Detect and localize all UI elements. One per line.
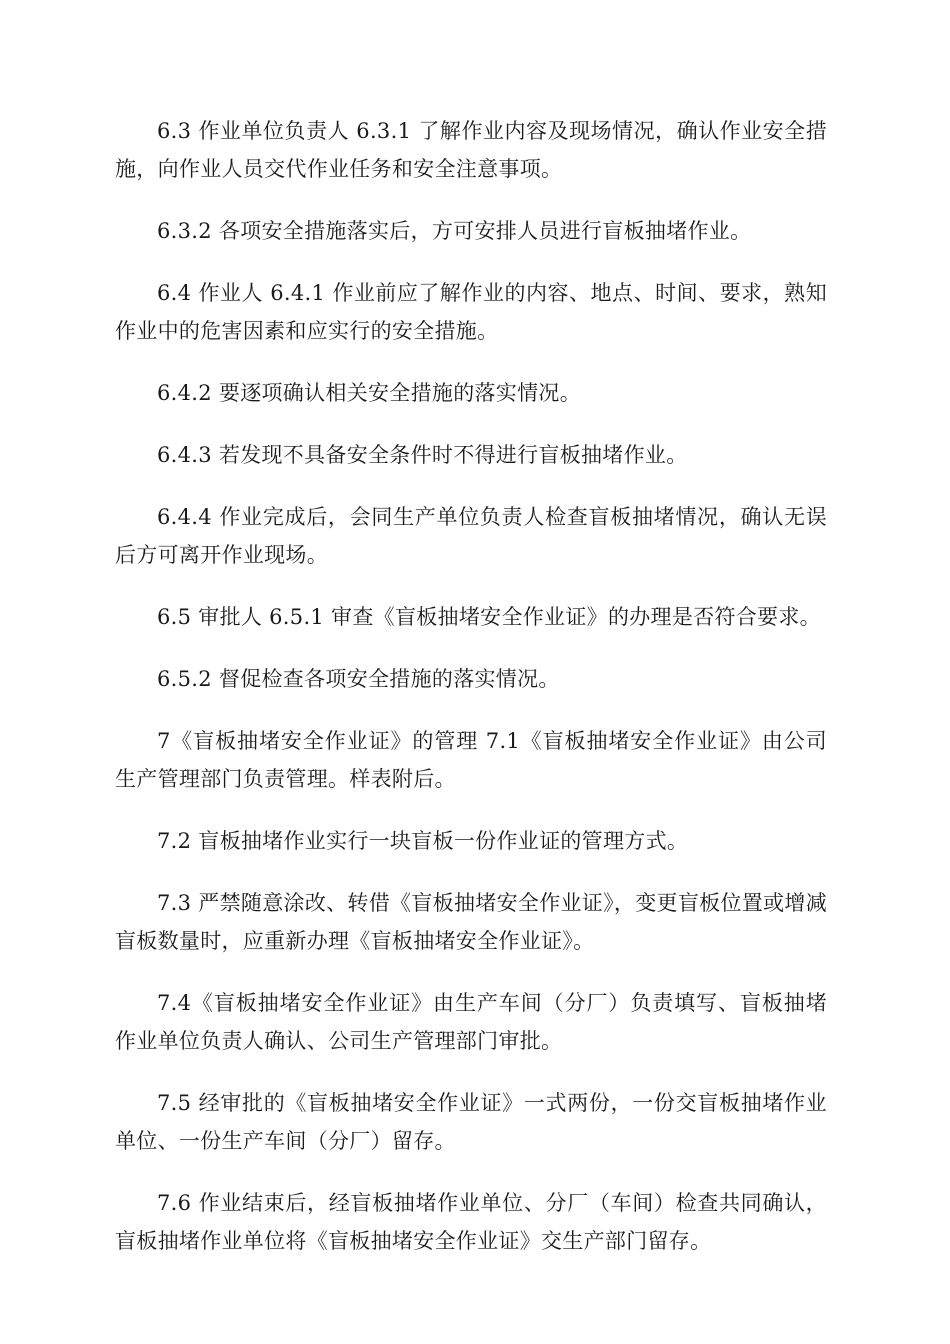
paragraph-6-4: 6.4 作业人 6.4.1 作业前应了解作业的内容、地点、时间、要求，熟知作业中的危害因素和应实行的安全措施。 xyxy=(115,281,827,343)
paragraph-7-3: 7.3 严禁随意涂改、转借《盲板抽堵安全作业证》，变更盲板位置或增减盲板数量时，应重新办理《盲板抽堵安全作业证》。 xyxy=(115,891,827,953)
paragraph-6-4-2: 6.4.2 要逐项确认相关安全措施的落实情况。 xyxy=(157,381,582,405)
paragraph-7-6: 7.6 作业结束后，经盲板抽堵作业单位、分厂（车间）检查共同确认，盲板抽堵作业单位将《盲板抽堵安全作业证》交生产部门留存。 xyxy=(115,1191,827,1253)
paragraph-7-5: 7.5 经审批的《盲板抽堵安全作业证》一式两份，一份交盲板抽堵作业单位、一份生产车间（分厂）留存。 xyxy=(115,1091,827,1153)
paragraph-6-5: 6.5 审批人 6.5.1 审查《盲板抽堵安全作业证》的办理是否符合要求。 xyxy=(157,605,821,629)
paragraph-6-5-2: 6.5.2 督促检查各项安全措施的落实情况。 xyxy=(157,667,560,691)
document-body xyxy=(115,112,827,1284)
paragraph-7-2: 7.2 盲板抽堵作业实行一块盲板一份作业证的管理方式。 xyxy=(157,829,689,853)
paragraph-6-4-3: 6.4.3 若发现不具备安全条件时不得进行盲板抽堵作业。 xyxy=(157,443,688,467)
paragraph-7-4: 7.4《盲板抽堵安全作业证》由生产车间（分厂）负责填写、盲板抽堵作业单位负责人确认、公司生产管理部门审批。 xyxy=(115,991,827,1053)
paragraph-6-3: 6.3 作业单位负责人 6.3.1 了解作业内容及现场情况，确认作业安全措施，向作业人员交代作业任务和安全注意事项。 xyxy=(115,119,827,181)
paragraph-7-1: 7《盲板抽堵安全作业证》的管理 7.1《盲板抽堵安全作业证》由公司生产管理部门负责管理。样表附后。 xyxy=(115,729,827,791)
paragraph-6-3-2: 6.3.2 各项安全措施落实后，方可安排人员进行盲板抽堵作业。 xyxy=(157,219,752,243)
paragraph-6-4-4: 6.4.4 作业完成后，会同生产单位负责人检查盲板抽堵情况，确认无误后方可离开作业现场。 xyxy=(115,505,827,567)
